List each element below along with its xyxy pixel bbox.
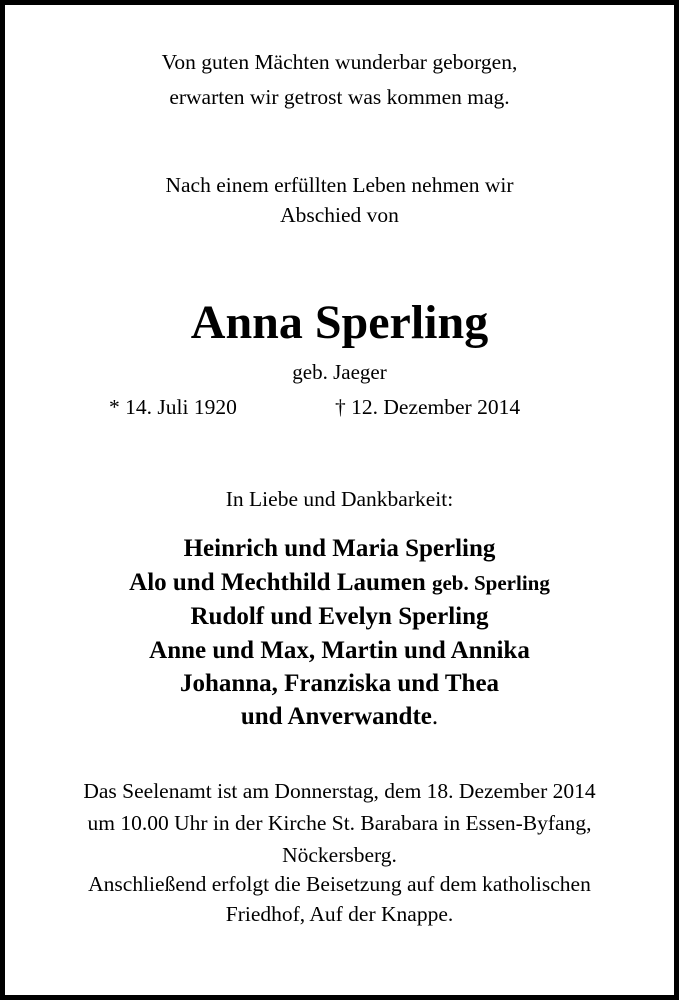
mourner-line: Anne und Max, Martin und Annika xyxy=(149,637,530,664)
service-notice-line: Anschließend erfolgt die Beisetzung auf dem katholischen xyxy=(88,872,591,896)
verse-line: erwarten wir getrost was kommen mag. xyxy=(169,85,510,109)
death-date: † 12. Dezember 2014 xyxy=(335,395,521,419)
mourner-closing: und Anverwandte xyxy=(240,703,432,730)
mourner-maiden-name: geb. Sperling xyxy=(431,571,550,595)
mourner-line: Heinrich und Maria Sperling xyxy=(183,535,496,562)
verse-line: Von guten Mächten wunderbar geborgen, xyxy=(161,50,518,74)
closing-period: . xyxy=(431,703,439,730)
mourner-line: Rudolf und Evelyn Sperling xyxy=(190,603,489,630)
intro-line: Nach einem erfüllten Leben nehmen wir xyxy=(165,173,514,197)
deceased-name: Anna Sperling xyxy=(190,296,489,349)
birth-date: * 14. Juli 1920 xyxy=(109,395,237,419)
service-notice-line: Nöckersberg. xyxy=(282,843,397,867)
mourner-line xyxy=(5,569,674,597)
mourner-names: Alo und Mechthild Laumen xyxy=(129,569,426,596)
service-notice-line: Friedhof, Auf der Knappe. xyxy=(225,902,454,926)
thanks-line: In Liebe und Dankbarkeit: xyxy=(225,487,454,511)
mourner-line: Johanna, Franziska und Thea xyxy=(179,670,500,697)
mourner-line xyxy=(5,703,674,731)
intro-line: Abschied von xyxy=(280,203,399,227)
maiden-name: geb. Jaeger xyxy=(292,360,387,384)
service-notice-line: um 10.00 Uhr in der Kirche St. Barabara in Essen-Byfang, xyxy=(87,811,592,835)
service-notice-line: Das Seelenamt ist am Donnerstag, dem 18. Dezember 2014 xyxy=(83,779,596,803)
